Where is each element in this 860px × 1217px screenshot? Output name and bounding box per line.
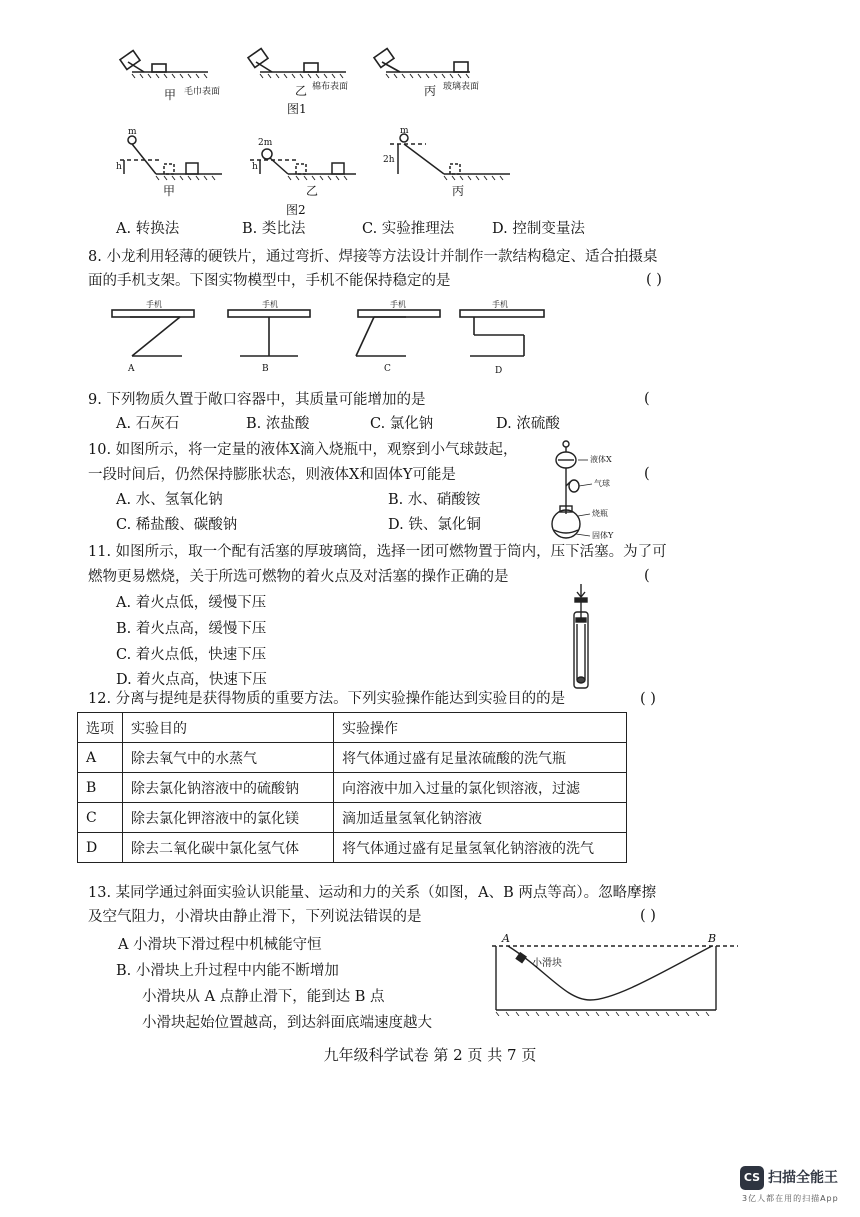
q13-text-line2: 及空气阻力，小滑块由静止滑下，下列说法错误的是 [88, 909, 422, 925]
q13-option-c: 小滑块从 A 点静止滑下，能到达 B 点 [142, 989, 385, 1005]
table-row [78, 743, 627, 773]
q11-option-c: C. 着火点低，快速下压 [116, 647, 267, 663]
table-cell: 除去二氧化碳中氯化氢气体 [123, 833, 334, 863]
figure-2-drawing [110, 126, 520, 190]
q9-option-b: B. 浓盐酸 [246, 416, 310, 432]
table-cell: 除去氧气中的水蒸气 [123, 743, 334, 773]
page-footer: 九年级科学试卷 第 2 页 共 7 页 [323, 1046, 537, 1064]
q13-point-a-label: A [502, 932, 510, 945]
q8-model-label-d: D [495, 366, 503, 376]
q13-point-b-label: B [708, 932, 717, 945]
q9-text: 9. 下列物质久置于敞口容器中，其质量可能增加的是 [88, 392, 426, 408]
watermark-app-name: 扫描全能王 [768, 1170, 838, 1186]
watermark-tagline: 3亿人都在用的扫描App [742, 1194, 839, 1203]
q12-options-table [77, 712, 627, 863]
q10-option-d: D. 铁、氯化铜 [388, 517, 481, 533]
fig1-caption: 图1 [287, 102, 307, 116]
fig1-surface-b: 棉布表面 [312, 82, 349, 92]
table-cell: 滴加适量氢氧化钠溶液 [334, 803, 627, 833]
q8-model-label-c: C [384, 364, 391, 374]
q12-answer-paren: ( ) [640, 691, 656, 707]
q10-fig-label-liquid: 液体X [590, 455, 612, 464]
q8-answer-paren: ( ) [646, 272, 662, 288]
fig2-mass-a: m [128, 127, 137, 137]
table-row [78, 803, 627, 833]
q13-slope-drawing [486, 930, 740, 1016]
q9-option-c: C. 氯化钠 [370, 416, 434, 432]
q11-piston-tube-icon [566, 584, 596, 690]
q10-option-b: B. 水、硝酸铵 [388, 492, 481, 508]
q11-text-line2: 燃物更易燃烧，关于所选可燃物的着火点及对活塞的操作正确的是 [88, 569, 509, 585]
fig2-height-a: h [116, 162, 122, 172]
fig2-label-b: 乙 [306, 184, 319, 198]
q11-answer-paren: ( [644, 568, 650, 584]
fig2-label-c: 丙 [452, 184, 465, 198]
fig1-label-a: 甲 [164, 88, 177, 102]
q9-option-a: A. 石灰石 [116, 416, 180, 432]
fig2-height-c: 2h [383, 155, 395, 165]
table-cell: 将气体通过盛有足量浓硫酸的洗气瓶 [334, 743, 627, 773]
q12-text: 12. 分离与提纯是获得物质的重要方法。下列实验操作能达到实验目的的是 [88, 691, 566, 707]
fig2-caption: 图2 [286, 203, 306, 217]
fig1-label-b: 乙 [295, 84, 308, 98]
q10-option-c: C. 稀盐酸、碳酸钠 [116, 517, 238, 533]
fig2-height-b: h [252, 162, 258, 172]
table-cell: C [78, 803, 123, 833]
table-header-row [78, 713, 627, 743]
q11-option-d: D. 着火点高，快速下压 [116, 672, 267, 688]
q8-phone-label-c: 手机 [390, 300, 406, 309]
q13-option-a: A 小滑块下滑过程中机械能守恒 [118, 937, 322, 953]
q8-phone-label-b: 手机 [262, 300, 278, 309]
table-cell: 向溶液中加入过量的氯化钡溶液，过滤 [334, 773, 627, 803]
table-row [78, 833, 627, 863]
q13-slider-label: 小滑块 [532, 958, 562, 969]
q13-text-line1: 13. 某同学通过斜面实验认识能量、运动和力的关系（如图，A、B 两点等高）。忽略摩擦 [88, 885, 657, 901]
table-cell: A [78, 743, 123, 773]
q11-option-a: A. 着火点低，缓慢下压 [116, 595, 267, 611]
fig2-label-a: 甲 [163, 184, 176, 198]
q8-text-line2: 面的手机支架。下图实物模型中，手机不能保持稳定的是 [88, 273, 451, 289]
table-cell: 除去氯化钠溶液中的硫酸钠 [123, 773, 334, 803]
q9-answer-paren: ( [644, 391, 650, 407]
q13-option-d: 小滑块起始位置越高，到达斜面底端速度越大 [142, 1015, 432, 1031]
camscanner-logo-icon: CS [740, 1166, 764, 1190]
q11-option-b: B. 着火点高，缓慢下压 [116, 621, 267, 637]
q10-option-a: A. 水、氢氧化钠 [116, 492, 223, 508]
q7-option-b: B. 类比法 [242, 221, 306, 237]
q8-phone-stands-drawing [110, 300, 550, 370]
q10-answer-paren: ( [644, 466, 650, 482]
table-cell: D [78, 833, 123, 863]
fig1-surface-a: 毛巾表面 [184, 87, 221, 97]
table-header-cell: 实验目的 [123, 713, 334, 743]
q10-fig-label-flask: 烧瓶 [592, 509, 608, 518]
q10-fig-label-solid: 固体Y [592, 531, 614, 540]
q8-model-label-b: B [262, 364, 269, 374]
q8-model-label-a: A [128, 364, 135, 374]
fig1-label-c: 丙 [424, 84, 437, 98]
table-cell: 将气体通过盛有足量氢氧化钠溶液的洗气 [334, 833, 627, 863]
q8-phone-label-a: 手机 [146, 300, 162, 309]
table-cell: B [78, 773, 123, 803]
q9-option-d: D. 浓硫酸 [496, 416, 560, 432]
q10-fig-label-balloon: 气球 [594, 479, 610, 488]
q13-answer-paren: ( ) [640, 908, 656, 924]
fig2-mass-c: m [400, 126, 409, 136]
table-cell: 除去氯化钾溶液中的氯化镁 [123, 803, 334, 833]
fig1-surface-c: 玻璃表面 [443, 82, 480, 92]
table-header-cell: 选项 [78, 713, 123, 743]
q10-text-line1: 10. 如图所示，将一定量的液体X滴入烧瓶中，观察到小气球鼓起， [88, 442, 518, 458]
q7-option-c: C. 实验推理法 [362, 221, 455, 237]
q13-option-b: B. 小滑块上升过程中内能不断增加 [116, 963, 339, 979]
q8-phone-label-d: 手机 [492, 300, 508, 309]
q10-text-line2: 一段时间后，仍然保持膨胀状态，则液体X和固体Y可能是 [88, 467, 456, 483]
q7-option-d: D. 控制变量法 [492, 221, 585, 237]
q8-text-line1: 8. 小龙利用轻薄的硬铁片，通过弯折、焊接等方法设计并制作一款结构稳定、适合拍摄桌 [88, 249, 658, 265]
q11-text-line1: 11. 如图所示，取一个配有活塞的厚玻璃筒，选择一团可燃物置于筒内，压下活塞。为了可 [88, 544, 667, 560]
q7-option-a: A. 转换法 [116, 221, 180, 237]
table-row [78, 773, 627, 803]
fig2-mass-b: 2m [258, 138, 273, 148]
table-header-cell: 实验操作 [334, 713, 627, 743]
